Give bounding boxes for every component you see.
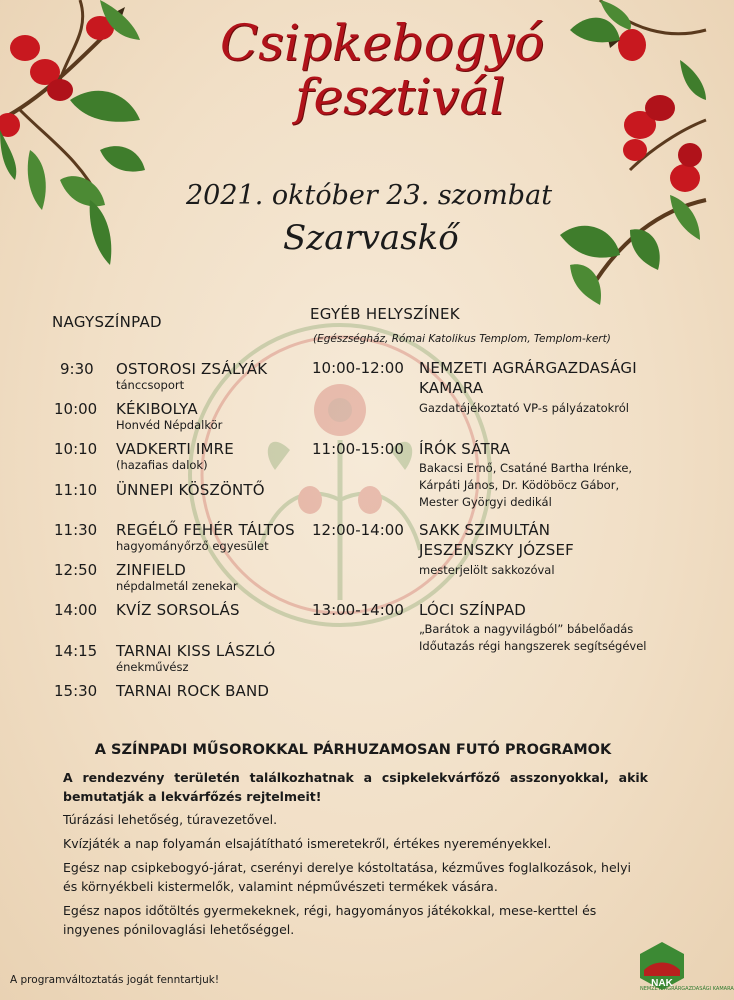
nak-logo-text: NAK — [651, 978, 673, 989]
schedule-desc: Időutazás régi hangszerek segítségével — [419, 639, 647, 653]
event-place: Szarvaskő — [283, 218, 459, 258]
schedule-desc: „Barátok a nagyvilágból” bábelőadás — [419, 622, 634, 636]
schedule-act: SAKK SZIMULTÁN — [419, 521, 551, 539]
nak-logo — [636, 940, 688, 992]
festival-title-line1: Csipkebogyó — [220, 14, 545, 72]
schedule-act: ÜNNEPI KÖSZÖNTŐ — [116, 481, 265, 499]
schedule-time: 10:00-12:00 — [312, 359, 404, 377]
schedule-desc: énekművész — [116, 660, 189, 674]
parallel-item: Egész nap csipkebogyó-járat, cserényi derelye kóstoltatása, kézműves foglalkozások, helyi és környékbeli kistermelők, valamint népművészeti termékek vására. — [63, 860, 632, 894]
schedule-time: 10:10 — [54, 440, 98, 458]
schedule-time: 14:00 — [54, 601, 98, 619]
schedule-desc: Honvéd Népdalkör — [116, 418, 223, 432]
schedule-desc: Gazdatájékoztató VP-s pályázatokról — [419, 401, 629, 415]
parallel-highlight-text: A rendezvény területén találkozhatnak a csipkelekvárfőző asszonyokkal, akik bemutatják a lekvárfőzés rejtelmeit! — [63, 770, 648, 804]
schedule-desc: népdalmetál zenekar — [116, 579, 238, 593]
other-venues-heading: EGYÉB HELYSZÍNEK — [310, 305, 460, 323]
schedule-act: NEMZETI AGRÁRGAZDASÁGI — [419, 359, 637, 377]
schedule-act-line2: KAMARA — [419, 379, 484, 397]
schedule-act: REGÉLŐ FEHÉR TÁLTOS — [116, 521, 295, 539]
schedule-desc: mesterjelölt sakkozóval — [419, 563, 555, 577]
schedule-desc: Bakacsi Ernő, Csatáné Bartha Irénke, — [419, 461, 633, 475]
schedule-act: ZINFIELD — [116, 561, 186, 579]
schedule-desc: Kárpáti János, Dr. Ködöböcz Gábor, — [419, 478, 620, 492]
schedule-act: ÍRÓK SÁTRA — [419, 440, 511, 458]
schedule-act: OSTOROSI ZSÁLYÁK — [116, 360, 268, 378]
schedule-time: 14:15 — [54, 642, 98, 660]
schedule-act: LÓCI SZÍNPAD — [419, 601, 527, 619]
schedule-act: VADKERTI IMRE — [116, 440, 234, 458]
schedule-time: 12:00-14:00 — [312, 521, 404, 539]
schedule-act: TARNAI ROCK BAND — [116, 682, 270, 700]
schedule-time: 12:50 — [54, 561, 98, 579]
parallel-item: Kvízjáték a nap folyamán elsajátítható ismeretekről, értékes nyereményekkel. — [63, 836, 552, 851]
schedule-time: 10:00 — [54, 400, 98, 418]
schedule-desc: hagyományőrző egyesület — [116, 539, 269, 553]
schedule-act: TARNAI KISS LÁSZLÓ — [116, 642, 276, 660]
schedule-act-line2: JESZENSZKY JÓZSEF — [419, 541, 574, 559]
schedule-act: KVÍZ SORSOLÁS — [116, 601, 240, 619]
other-venues-note: (Egészségház, Római Katolikus Templom, Templom-kert) — [313, 333, 611, 345]
schedule-time: 11:10 — [54, 481, 98, 499]
schedule-time: 9:30 — [60, 360, 94, 378]
event-date: 2021. október 23. szombat — [186, 180, 553, 211]
footer-disclaimer: A programváltoztatás jogát fenntartjuk! — [10, 974, 220, 986]
parallel-item: Egész napos időtöltés gyermekeknek, régi, hagyományos játékokkal, mese-kerttel és ingyenes pónilovaglási lehetőséggel. — [63, 903, 597, 937]
schedule-time: 11:00-15:00 — [312, 440, 404, 458]
schedule-desc: (hazafias dalok) — [116, 458, 208, 472]
schedule-desc: tánccsoport — [116, 378, 185, 392]
schedule-time: 13:00-14:00 — [312, 601, 404, 619]
rosehip-branch-right-decoration — [540, 0, 706, 330]
schedule-desc: Mester Györgyi dedikál — [419, 495, 552, 509]
schedule-act: KÉKIBOLYA — [116, 400, 198, 418]
schedule-time: 11:30 — [54, 521, 98, 539]
schedule-time: 15:30 — [54, 682, 98, 700]
nak-logo-caption: NEMZETI AGRÁRGAZDASÁGI KAMARA — [640, 986, 734, 992]
parallel-item: Túrázási lehetőség, túravezetővel. — [63, 812, 278, 827]
festival-title-line2: fesztivál — [295, 68, 506, 126]
rosehip-branch-left-decoration — [0, 0, 150, 280]
main-stage-heading: NAGYSZÍNPAD — [52, 313, 162, 331]
parallel-programs-title: A SZÍNPADI MŰSOROKKAL PÁRHUZAMOSAN FUTÓ PROGRAMOK — [94, 742, 612, 758]
